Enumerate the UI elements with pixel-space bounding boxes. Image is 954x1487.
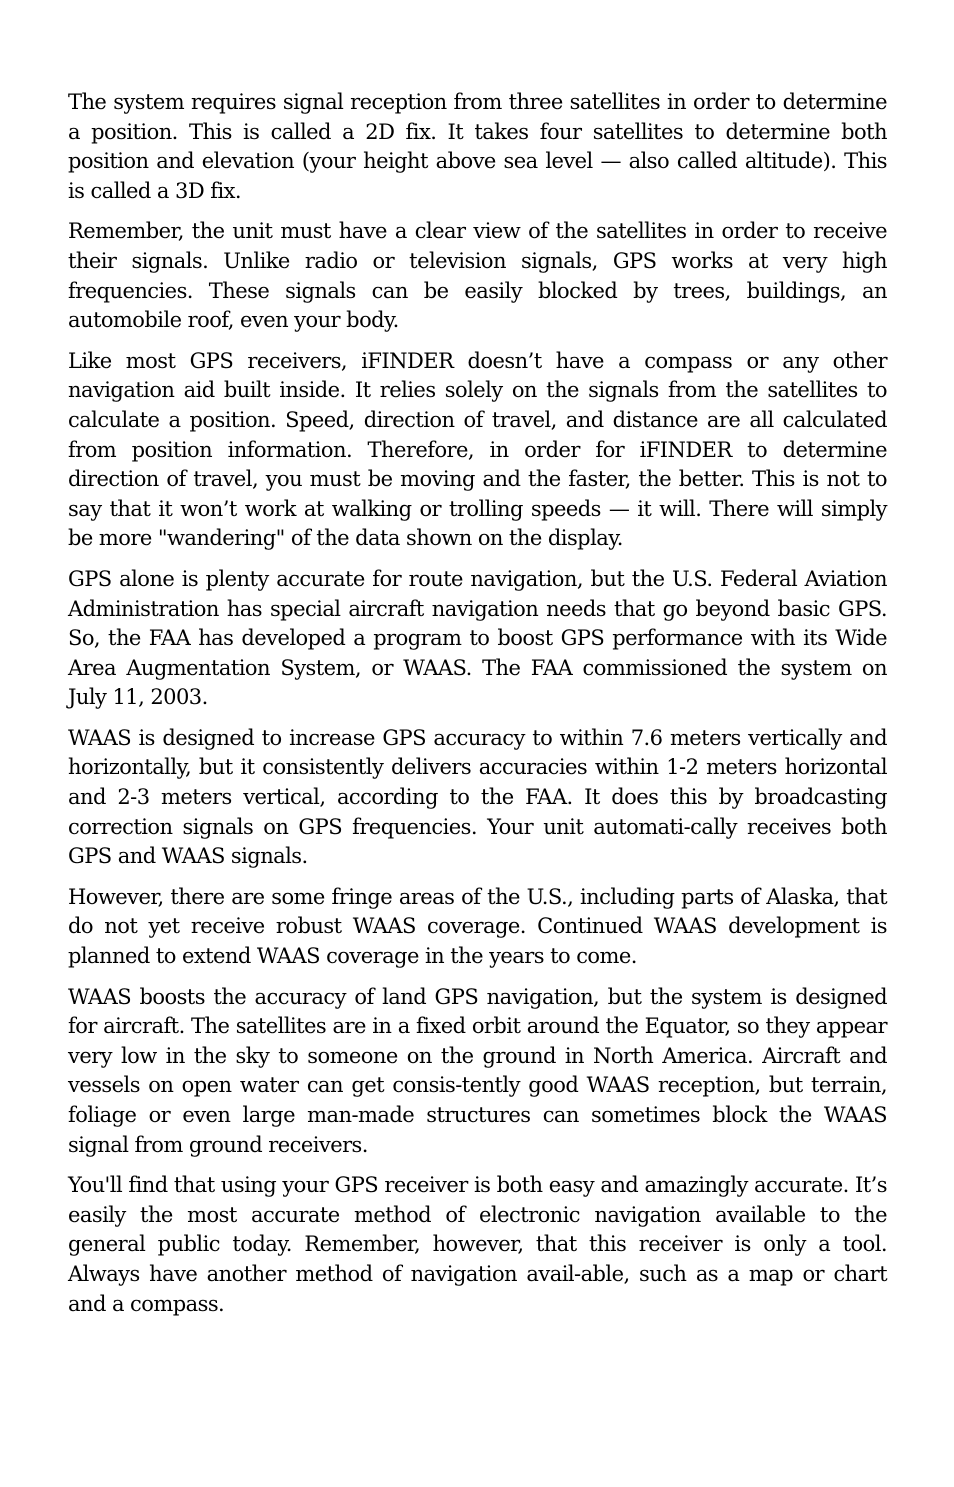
paragraph-faa-waas: GPS alone is plenty accurate for route navigation, but the U.S. Federal Aviation Administration has special aircraft navigation needs that go beyond basic GPS. So, the FAA has developed a program to boost GPS performance with its Wide Area Augmentation System, or WAAS. The FAA commissioned the system on July 11, 2003. (68, 566, 887, 710)
paragraph-ifinder-compass: Like most GPS receivers, iFINDER doesn’t have a compass or any other navigation aid built inside. It relies solely on the signals from the satellites to calculate a position. Speed, direction of travel, and distance are all calculated from position information. Therefore, in order for iFINDER to determine direction of travel, you must be moving and the faster, the better. This is not to say that it won’t work at walking or trolling speeds — it will. There will simply be more "wandering" of the data shown on the display. (68, 348, 887, 551)
paragraph-waas-accuracy: WAAS is designed to increase GPS accuracy to within 7.6 meters vertically and horizontally, but it consistently delivers accuracies within 1-2 meters horizontal and 2-3 meters vertical, according to the FAA. It does this by broadcasting correction signals on GPS frequencies. Your unit automati-cally receives both GPS and WAAS signals. (68, 725, 887, 869)
paragraph-accurate-tool: You'll find that using your GPS receiver is both easy and amazingly accurate. It’s easily the most accurate method of electronic navigation available to the general public today. Remember, however, that this receiver is only a tool. Always have another method of navigation avail-able, such as a map or chart and a compass. (68, 1173, 887, 1316)
paragraph-waas-aircraft: WAAS boosts the accuracy of land GPS navigation, but the system is designed for aircraft. The satellites are in a fixed orbit around the Equator, so they appear very low in the sky to someone on the ground in North America. Aircraft and vessels on open water can get consis-tently good WAAS reception, but terrain, foliage or even large man-made structures can sometimes block the WAAS signal from ground receivers. (68, 984, 887, 1157)
paragraph-fringe-areas: However, there are some fringe areas of the U.S., including parts of Alaska, that do not yet receive robust WAAS coverage. Continued WAAS development is planned to extend WAAS coverage in the years to come. (68, 884, 887, 969)
paragraph-2d-3d-fix: The system requires signal reception from three satellites in order to determine a position. This is called a 2D fix. It takes four satellites to determine both position and elevation (your height above sea level — also called altitude). This is called a 3D fix. (68, 90, 887, 203)
document-body (68, 88, 887, 1330)
paragraph-clear-view: Remember, the unit must have a clear view of the satellites in order to receive their signals. Unlike radio or television signals, GPS works at very high frequencies. These signals can be easily blocked by trees, buildings, an automobile roof, even your body. (68, 219, 887, 333)
